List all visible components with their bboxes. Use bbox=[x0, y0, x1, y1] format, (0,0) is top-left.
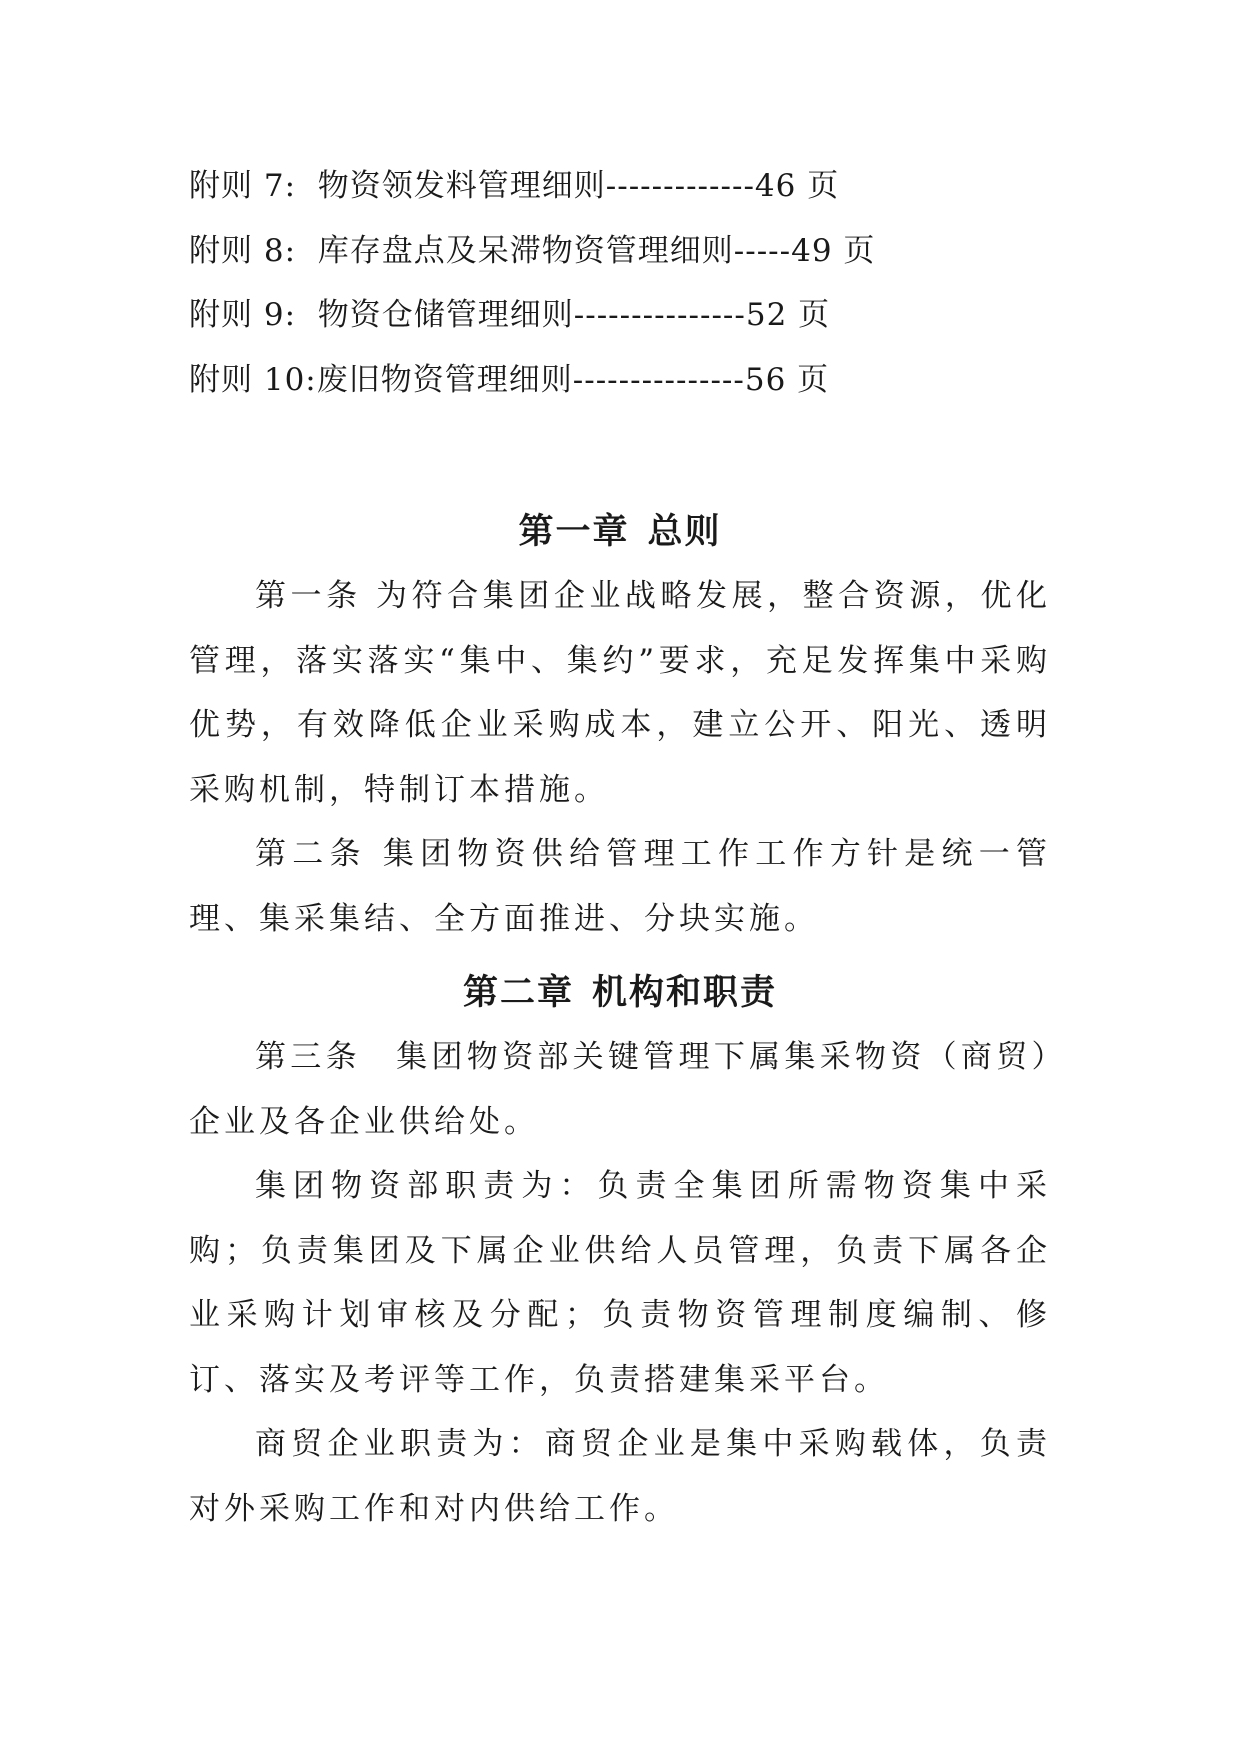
toc-entry-page: 56 页 bbox=[744, 361, 830, 398]
toc-entry-title: 废旧物资管理细则 bbox=[316, 361, 573, 398]
toc-entry[interactable] bbox=[189, 154, 989, 219]
toc-entry-prefix: 附则 9: bbox=[189, 297, 297, 333]
document-body bbox=[189, 500, 1051, 1541]
toc-entry-title: 物资仓储管理细则 bbox=[317, 297, 574, 333]
article-paragraph: 第一条 为符合集团企业战略发展，整合资源，优化管理，落实落实“集中、集约”要求，充足发挥集中采购优势，有效降低企业采购成本，建立公开、阳光、透明采购机制，特制订本措施。 bbox=[189, 578, 1051, 808]
toc-entry-leader: --------------- bbox=[573, 297, 746, 333]
toc-entry-prefix: 附则 10: bbox=[189, 361, 317, 398]
toc-entry-leader: --------------- bbox=[572, 361, 745, 398]
article-paragraph: 商贸企业职责为：商贸企业是集中采购载体，负责对外采购工作和对内供给工作。 bbox=[189, 1426, 1051, 1527]
toc-entry-leader: ----- bbox=[733, 232, 792, 269]
chapter-heading bbox=[189, 961, 1051, 1025]
toc-entry-page: 49 页 bbox=[791, 232, 876, 269]
article-paragraph: 第三条 集团物资部关键管理下属集采物资（商贸）企业及各企业供给处。 bbox=[189, 1039, 1051, 1140]
chapter-number: 第二章 bbox=[462, 973, 574, 1013]
toc-entry-page: 46 页 bbox=[754, 168, 840, 204]
article-paragraph: 集团物资部职责为：负责全集团所需物资集中采购；负责集团及下属企业供给人员管理，负责下属各企业采购计划审核及分配；负责物资管理制度编制、修订、落实及考评等工作，负责搭建集采平台。 bbox=[189, 1168, 1051, 1398]
chapter-number: 第一章 bbox=[518, 512, 630, 552]
chapter-heading bbox=[189, 500, 1051, 564]
toc-entry-prefix: 附则 7: bbox=[189, 168, 297, 204]
chapter-title: 总则 bbox=[647, 512, 722, 552]
toc-entry[interactable] bbox=[189, 219, 989, 284]
chapter-title: 机构和职责 bbox=[592, 973, 778, 1013]
table-of-contents bbox=[189, 154, 989, 412]
toc-entry-title: 库存盘点及呆滞物资管理细则 bbox=[317, 232, 734, 269]
toc-entry-title: 物资领发料管理细则 bbox=[317, 168, 606, 204]
toc-entry[interactable] bbox=[189, 283, 989, 348]
toc-entry-leader: ------------- bbox=[605, 168, 755, 204]
toc-entry-page: 52 页 bbox=[745, 297, 831, 333]
toc-entry[interactable] bbox=[189, 348, 989, 413]
article-paragraph: 第二条 集团物资供给管理工作工作方针是统一管理、集采集结、全方面推进、分块实施。 bbox=[189, 836, 1051, 937]
toc-entry-prefix: 附则 8: bbox=[189, 232, 297, 269]
